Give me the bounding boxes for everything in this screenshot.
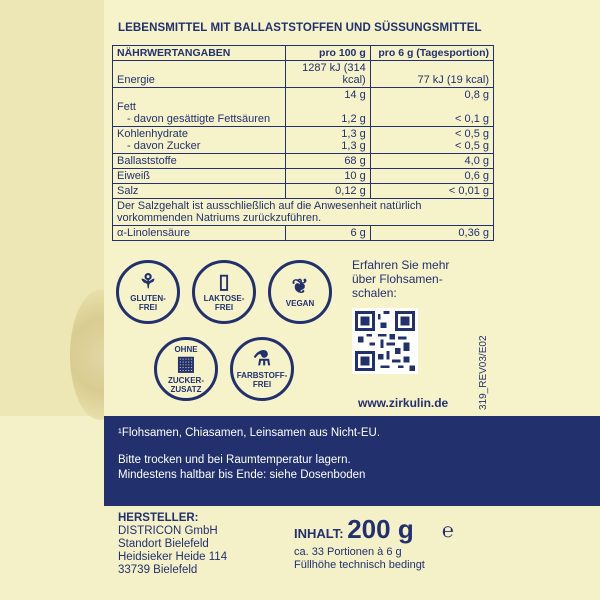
- col-header-nutrients: NÄHRWERTANGABEN: [113, 46, 286, 61]
- qr-code-icon[interactable]: [352, 308, 418, 374]
- product-heading: LEBENSMITTEL MIT BALLASTSTOFFEN UND SÜSSUNGSMITTEL: [118, 22, 482, 34]
- table-header-row: [113, 46, 494, 61]
- table-row: [113, 127, 494, 154]
- badge-icons: [104, 255, 344, 415]
- net-content-amount: 200 g: [347, 514, 414, 544]
- energy-portion: 77 kJ (19 kcal): [370, 61, 493, 88]
- manufacturer-site: Standort Bielefeld: [118, 538, 209, 550]
- website-link[interactable]: www.zirkulin.de: [358, 396, 449, 410]
- fiber-portion: 4,0 g: [370, 154, 493, 169]
- salt-portion: < 0,01 g: [370, 184, 493, 199]
- row-label-sugar: - davon Zucker: [127, 140, 201, 152]
- row-label-linolenic: α-Linolensäure: [113, 226, 286, 241]
- vegan-icon: ❦ VEGAN: [268, 260, 332, 324]
- manufacturer-company: DISTRICON GmbH: [118, 525, 218, 537]
- linolenic-portion: 0,36 g: [370, 226, 493, 241]
- linolenic-per100: 6 g: [285, 226, 370, 241]
- energy-per100: 1287 kJ (314 kcal): [285, 61, 370, 88]
- version-code: 319_REV03/E02: [478, 335, 489, 410]
- ohne-zuckerzusatz-icon: OHNE ▦ ZUCKER- ZUSATZ: [154, 337, 218, 401]
- row-label-saturated: - davon gesättigte Fettsäuren: [127, 113, 271, 125]
- estimated-sign-icon: ℮: [442, 520, 455, 542]
- footer: [104, 506, 600, 600]
- carbs-portion: < 0,5 g: [455, 128, 489, 140]
- table-row: [113, 169, 494, 184]
- nutrition-table: [112, 45, 494, 241]
- protein-per100: 10 g: [285, 169, 370, 184]
- sugar-per100: 1,3 g: [341, 140, 366, 152]
- product-photo-strip: [0, 0, 104, 416]
- salt-note: Der Salzgehalt ist ausschließlich auf die Anwesenheit natürlich vorkommenden Natriums zurückzuführen.: [113, 199, 494, 226]
- row-label-fiber: Ballaststoffe: [113, 154, 286, 169]
- manufacturer-heading: HERSTELLER:: [118, 512, 199, 524]
- fat-per100: 14 g: [344, 89, 366, 101]
- fill-level-text: Füllhöhe technisch bedingt: [294, 559, 425, 571]
- saturated-per100: 1,2 g: [341, 113, 366, 125]
- origin-note: ¹Flohsamen, Chiasamen, Leinsamen aus Nicht-EU.: [118, 427, 381, 439]
- table-row: [113, 199, 494, 226]
- best-before-note: Mindestens haltbar bis Ende: siehe Dosenboden: [118, 469, 366, 481]
- storage-note: Bitte trocken und bei Raumtemperatur lagern.: [118, 454, 351, 466]
- manufacturer-block: [118, 512, 227, 577]
- row-label-fat: Fett: [117, 101, 136, 113]
- info-band: [104, 416, 600, 506]
- row-label-energy: Energie: [113, 61, 286, 88]
- manufacturer-city: 33739 Bielefeld: [118, 564, 198, 576]
- table-row: [113, 226, 494, 241]
- fat-portion: 0,8 g: [464, 89, 489, 101]
- portions-text: ca. 33 Portionen à 6 g: [294, 546, 402, 558]
- saturated-portion: < 0,1 g: [455, 113, 489, 125]
- col-header-per100: pro 100 g: [285, 46, 370, 61]
- carbs-per100: 1,3 g: [341, 128, 366, 140]
- fiber-per100: 68 g: [285, 154, 370, 169]
- sugar-portion: < 0,5 g: [455, 140, 489, 152]
- table-row: [113, 61, 494, 88]
- protein-portion: 0,6 g: [370, 169, 493, 184]
- row-label-carbs: Kohlenhydrate: [117, 128, 188, 140]
- row-label-salt: Salz: [113, 184, 286, 199]
- portion-info: [294, 546, 425, 572]
- table-row: [113, 154, 494, 169]
- net-content: [294, 514, 414, 545]
- col-header-portion: pro 6 g (Tagesportion): [370, 46, 493, 61]
- net-content-label: INHALT:: [294, 526, 344, 541]
- gluten-frei-icon: ⚘ GLUTEN- FREI: [116, 260, 180, 324]
- farbstoff-frei-icon: ⚗ FARBSTOFF- FREI: [230, 337, 294, 401]
- table-row: [113, 88, 494, 127]
- table-row: [113, 184, 494, 199]
- salt-per100: 0,12 g: [285, 184, 370, 199]
- qr-block: [352, 258, 482, 374]
- manufacturer-street: Heidsieker Heide 114: [118, 551, 228, 563]
- row-label-protein: Eiweiß: [113, 169, 286, 184]
- qr-caption: Erfahren Sie mehr über Flohsamen- schalen:: [352, 258, 450, 300]
- laktose-frei-icon: ▯ LAKTOSE- FREI: [192, 260, 256, 324]
